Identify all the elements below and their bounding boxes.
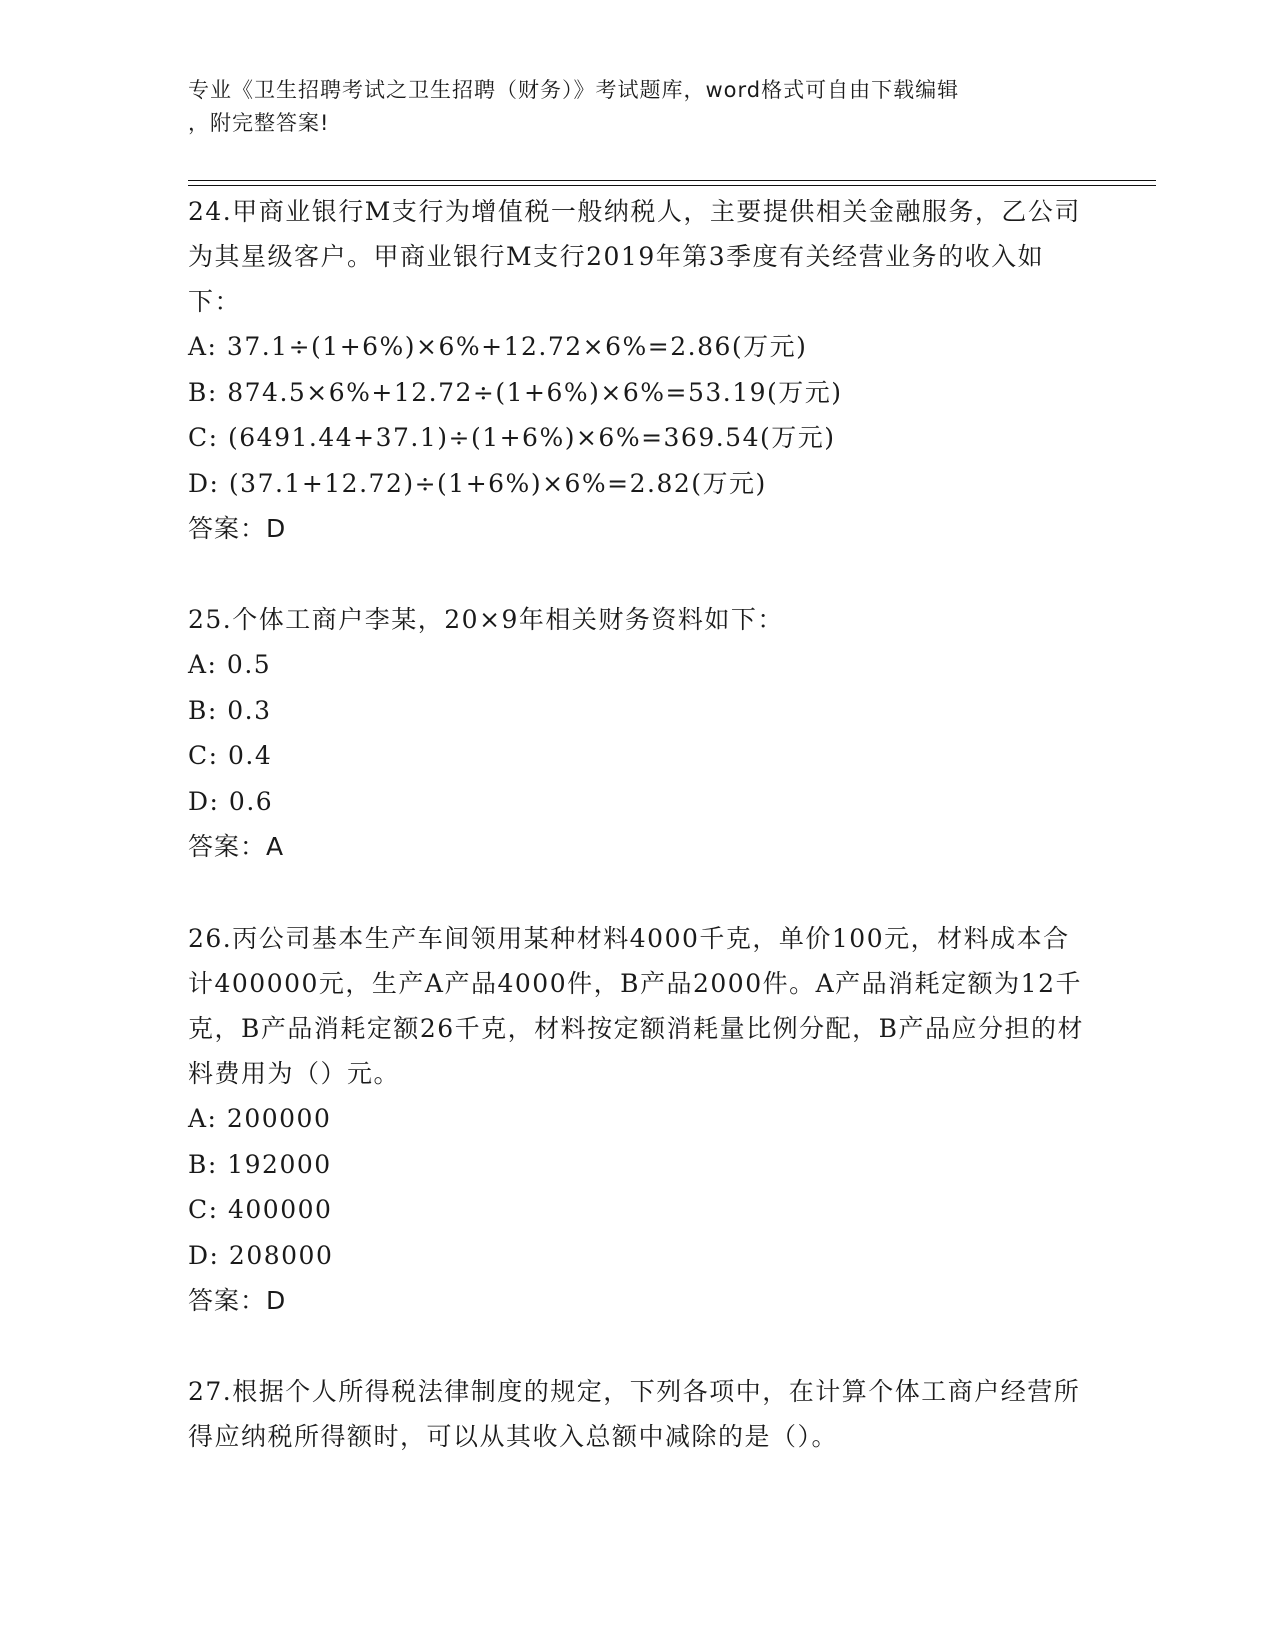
header-divider-top — [188, 180, 1156, 181]
option-b: B: 0.3 — [188, 695, 272, 725]
question-27 — [188, 1369, 1088, 1459]
question-text: 25.个体工商户李某，20×9年相关财务资料如下： — [188, 605, 784, 634]
option-d: D: (37.1+12.72)÷(1+6%)×6%=2.82(万元) — [188, 468, 767, 498]
option-d: D: 208000 — [188, 1240, 334, 1270]
question-25 — [188, 597, 1088, 869]
option-d: D: 0.6 — [188, 786, 274, 816]
option-a: A: 0.5 — [188, 650, 272, 679]
option-a: A: 200000 — [188, 1104, 332, 1133]
option-c: C: 0.4 — [188, 741, 273, 770]
answer: 答案：A — [188, 832, 285, 861]
answer: 答案：D — [188, 514, 287, 543]
question-text: 24.甲商业银行M支行为增值税一般纳税人，主要提供相关金融服务，乙公司为其星级客户。甲商业银行M支行2019年第3季度有关经营业务的收入如下： — [188, 197, 1081, 316]
option-c: C: (6491.44+37.1)÷(1+6%)×6%=369.54(万元) — [188, 423, 836, 452]
option-a: A: 37.1÷(1+6%)×6%+12.72×6%=2.86(万元) — [188, 332, 808, 361]
option-b: B: 192000 — [188, 1149, 332, 1179]
question-text: 26.丙公司基本生产车间领用某种材料4000千克，单价100元，材料成本合计400000元，生产A产品4000件，B产品2000件。A产品消耗定额为12千克，B产品消耗定额26千克，材料按定额消耗量比例分配，B产品应分担的材料费用为（）元。 — [188, 924, 1085, 1088]
answer: 答案：D — [188, 1286, 287, 1315]
header-line-1: 专业《卫生招聘考试之卫生招聘（财务）》考试题库，word格式可自由下载编辑 — [188, 78, 960, 102]
question-text: 27.根据个人所得税法律制度的规定，下列各项中，在计算个体工商户经营所得应纳税所得额时，可以从其收入总额中减除的是（）。 — [188, 1377, 1081, 1451]
header-line-2: ，附完整答案! — [188, 111, 330, 135]
header-divider-bottom — [188, 185, 1156, 186]
document-header — [188, 74, 1088, 140]
option-b: B: 874.5×6%+12.72÷(1+6%)×6%=53.19(万元) — [188, 377, 843, 407]
option-c: C: 400000 — [188, 1195, 333, 1224]
question-24 — [188, 189, 1088, 551]
question-26 — [188, 916, 1088, 1323]
